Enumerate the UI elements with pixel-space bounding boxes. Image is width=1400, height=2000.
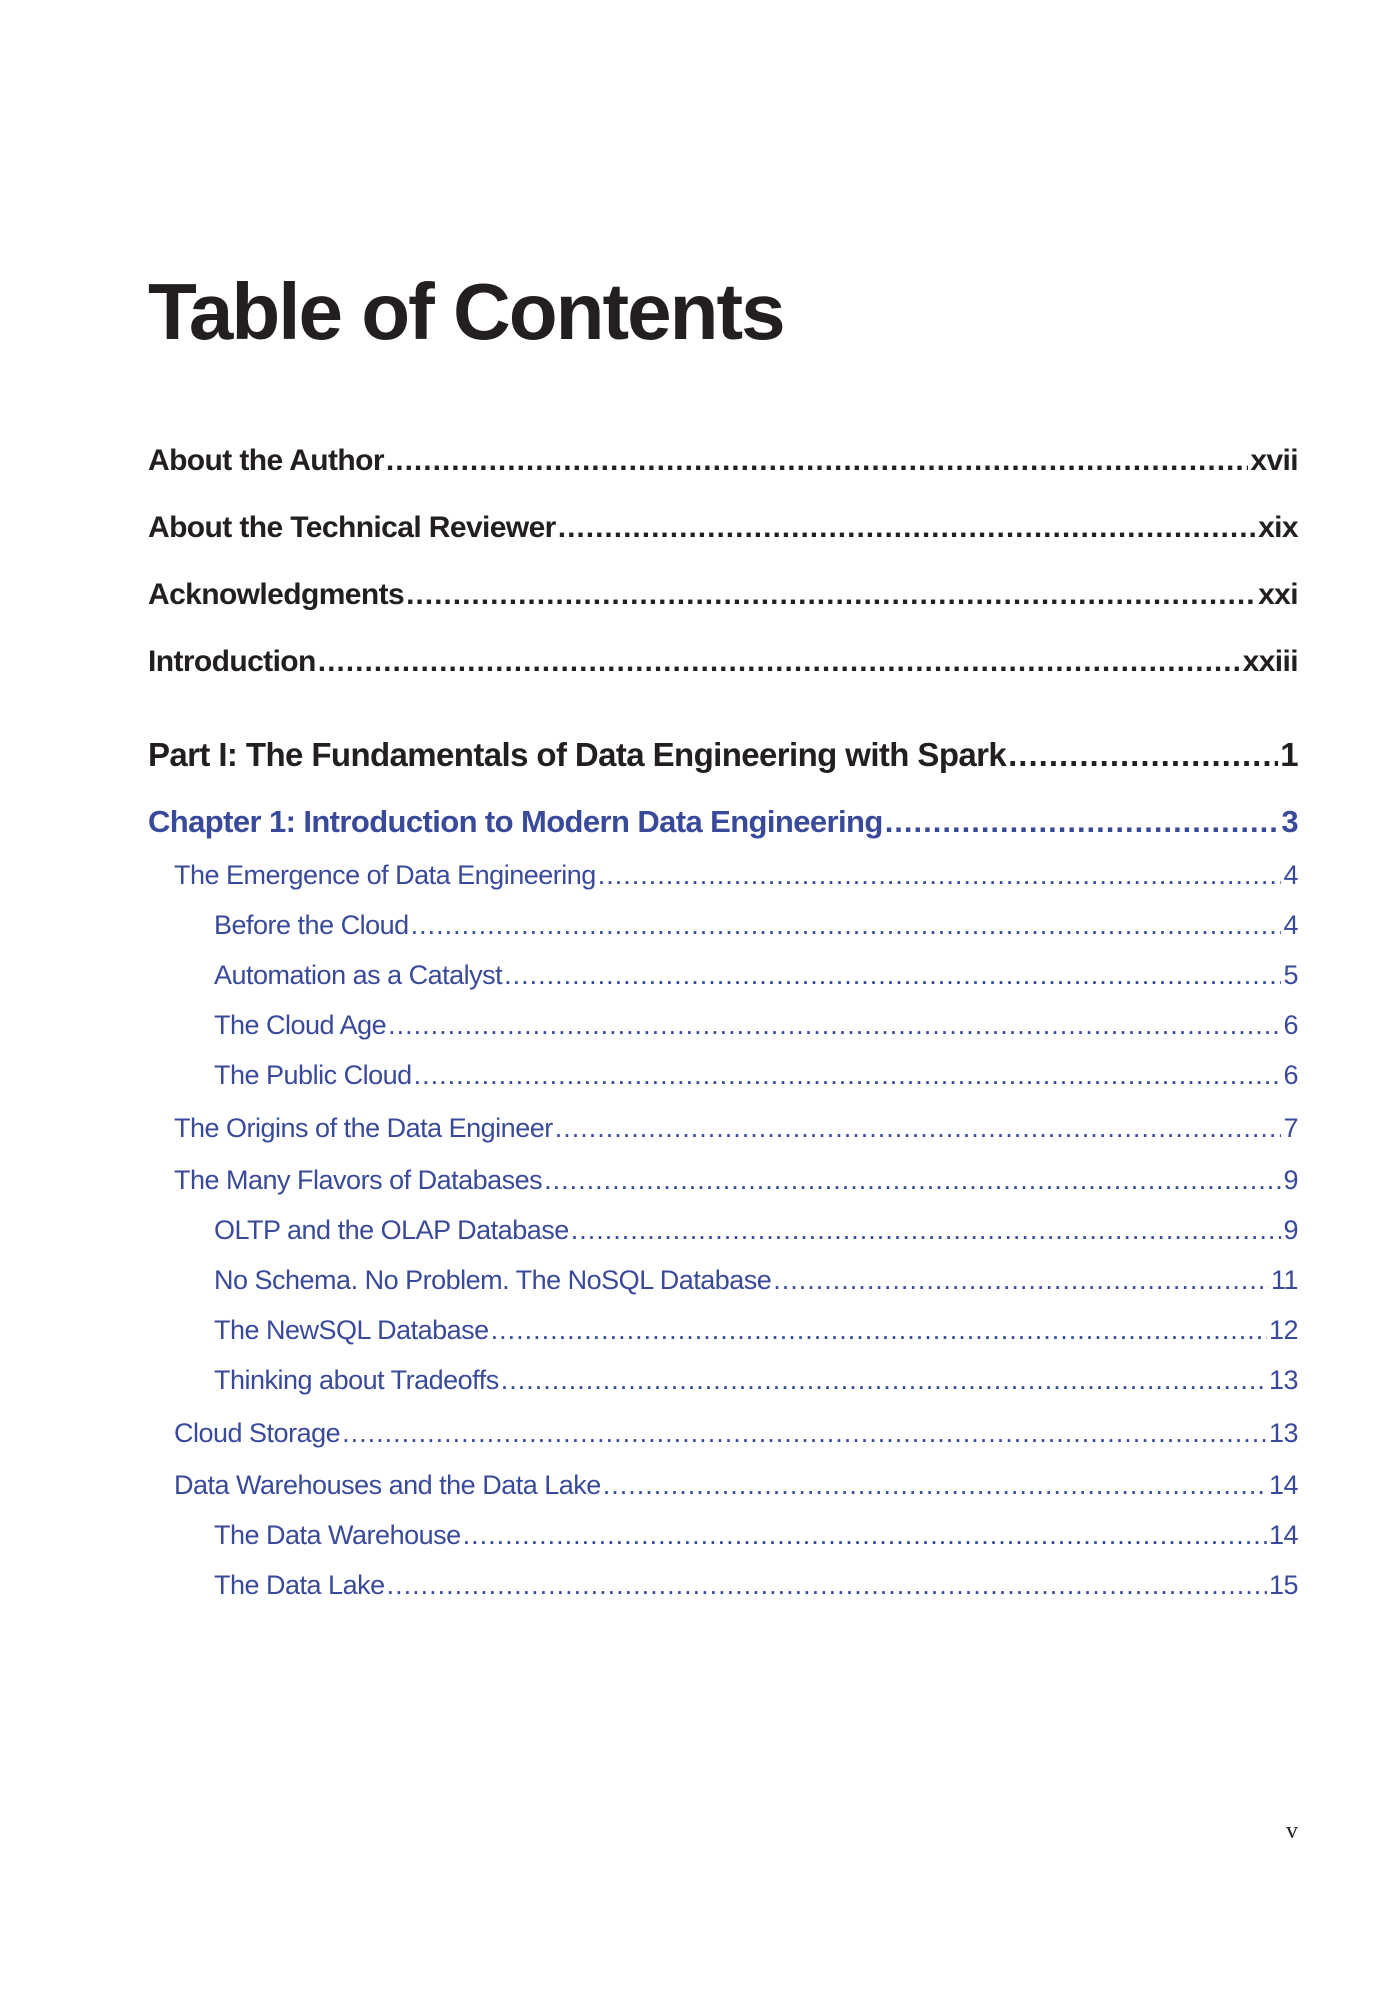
toc-entry-about-author[interactable] [148,446,1298,476]
dot-leader [501,1367,1267,1394]
toc-entry-page: xix [1258,511,1298,544]
dot-leader [387,1572,1267,1599]
toc-entry-label: Data Warehouses and the Data Lake [174,1470,601,1500]
toc-entry-page: 7 [1283,1113,1298,1143]
toc-entry-subsection[interactable] [214,912,1298,939]
dot-leader [773,1267,1269,1294]
toc-entry-page: 9 [1283,1165,1298,1195]
toc-entry-subsection[interactable] [214,1522,1298,1549]
toc-entry-page: 4 [1283,860,1298,890]
toc-entry-page: 4 [1283,910,1298,940]
toc-entry-page: 11 [1270,1265,1298,1295]
dot-leader [318,647,1241,677]
dot-leader [603,1472,1267,1499]
toc-entry-label: Introduction [148,645,316,678]
toc-entry-label: The NewSQL Database [214,1315,489,1345]
toc-entry-subsection[interactable] [214,1062,1298,1089]
toc-entry-label: Chapter 1: Introduction to Modern Data Engineering [148,804,883,839]
toc-entry-subsection[interactable] [214,962,1298,989]
toc-entry-technical-reviewer[interactable] [148,513,1298,543]
toc-entry-page: 5 [1283,960,1298,990]
toc-entry-page: xvii [1250,444,1298,477]
toc-entry-label: About the Technical Reviewer [148,511,556,544]
toc-entry-label: About the Author [148,444,384,477]
toc-entry-introduction[interactable] [148,647,1298,677]
toc-entry-label: Cloud Storage [174,1418,341,1448]
toc-entry-subsection[interactable] [214,1317,1298,1344]
dot-leader [342,1420,1267,1447]
toc-entry-page: 3 [1281,804,1298,839]
page-title: Table of Contents [148,267,784,356]
toc-entry-label: The Data Warehouse [214,1520,461,1550]
dot-leader [504,962,1281,989]
toc-entry-label: Acknowledgments [148,578,405,611]
toc-entry-label: Automation as a Catalyst [214,960,503,990]
dot-leader [386,446,1248,476]
dot-leader [544,1167,1281,1194]
toc-entry-label: The Origins of the Data Engineer [174,1113,553,1143]
toc-entry-section[interactable] [174,1115,1298,1142]
toc-entry-page: 14 [1268,1470,1298,1500]
toc-entry-subsection[interactable] [214,1267,1298,1294]
toc-entry-page: 9 [1283,1215,1298,1245]
dot-leader [571,1217,1282,1244]
toc-entry-page: 6 [1283,1060,1298,1090]
dot-leader [491,1317,1267,1344]
toc-entry-page: xxiii [1242,645,1298,678]
toc-entry-page: 12 [1268,1315,1298,1345]
toc-entry-chapter-1[interactable] [148,806,1298,837]
toc-entry-label: Part I: The Fundamentals of Data Engineering with Spark [148,736,1007,773]
dot-leader [411,912,1282,939]
toc-entry-label: No Schema. No Problem. The NoSQL Database [214,1265,772,1295]
toc-entry-section[interactable] [174,1472,1298,1499]
toc-entry-section[interactable] [174,1167,1298,1194]
toc-entry-subsection[interactable] [214,1572,1298,1599]
toc-entry-label: The Cloud Age [214,1010,387,1040]
toc-entry-subsection[interactable] [214,1367,1298,1394]
toc-entry-label: OLTP and the OLAP Database [214,1215,569,1245]
toc-entry-page: 14 [1268,1520,1298,1550]
dot-leader [598,862,1282,889]
toc-entry-page: 1 [1280,736,1298,773]
toc-entry-page: 13 [1268,1365,1298,1395]
toc-entry-part-1[interactable] [148,738,1298,771]
toc-entry-acknowledgments[interactable] [148,580,1298,610]
toc-entry-label: The Emergence of Data Engineering [174,860,596,890]
dot-leader [406,580,1256,610]
dot-leader [555,1115,1282,1142]
page-number: v [1286,1818,1298,1844]
toc-entry-section[interactable] [174,862,1298,889]
toc-entry-label: The Public Cloud [214,1060,412,1090]
toc-entry-page: 13 [1268,1418,1298,1448]
toc-entry-label: The Many Flavors of Databases [174,1165,543,1195]
toc-entry-label: The Data Lake [214,1570,385,1600]
toc-entry-label: Before the Cloud [214,910,409,940]
toc-entry-page: 6 [1283,1010,1298,1040]
toc-entry-page: xxi [1258,578,1298,611]
dot-leader [885,806,1280,837]
dot-leader [388,1012,1281,1039]
dot-leader [463,1522,1267,1549]
toc-entry-label: Thinking about Tradeoffs [214,1365,499,1395]
toc-entry-section[interactable] [174,1420,1298,1447]
toc-entry-subsection[interactable] [214,1012,1298,1039]
dot-leader [1008,738,1278,771]
dot-leader [558,513,1256,543]
dot-leader [414,1062,1282,1089]
toc-entry-page: 15 [1268,1570,1298,1600]
toc-entry-subsection[interactable] [214,1217,1298,1244]
